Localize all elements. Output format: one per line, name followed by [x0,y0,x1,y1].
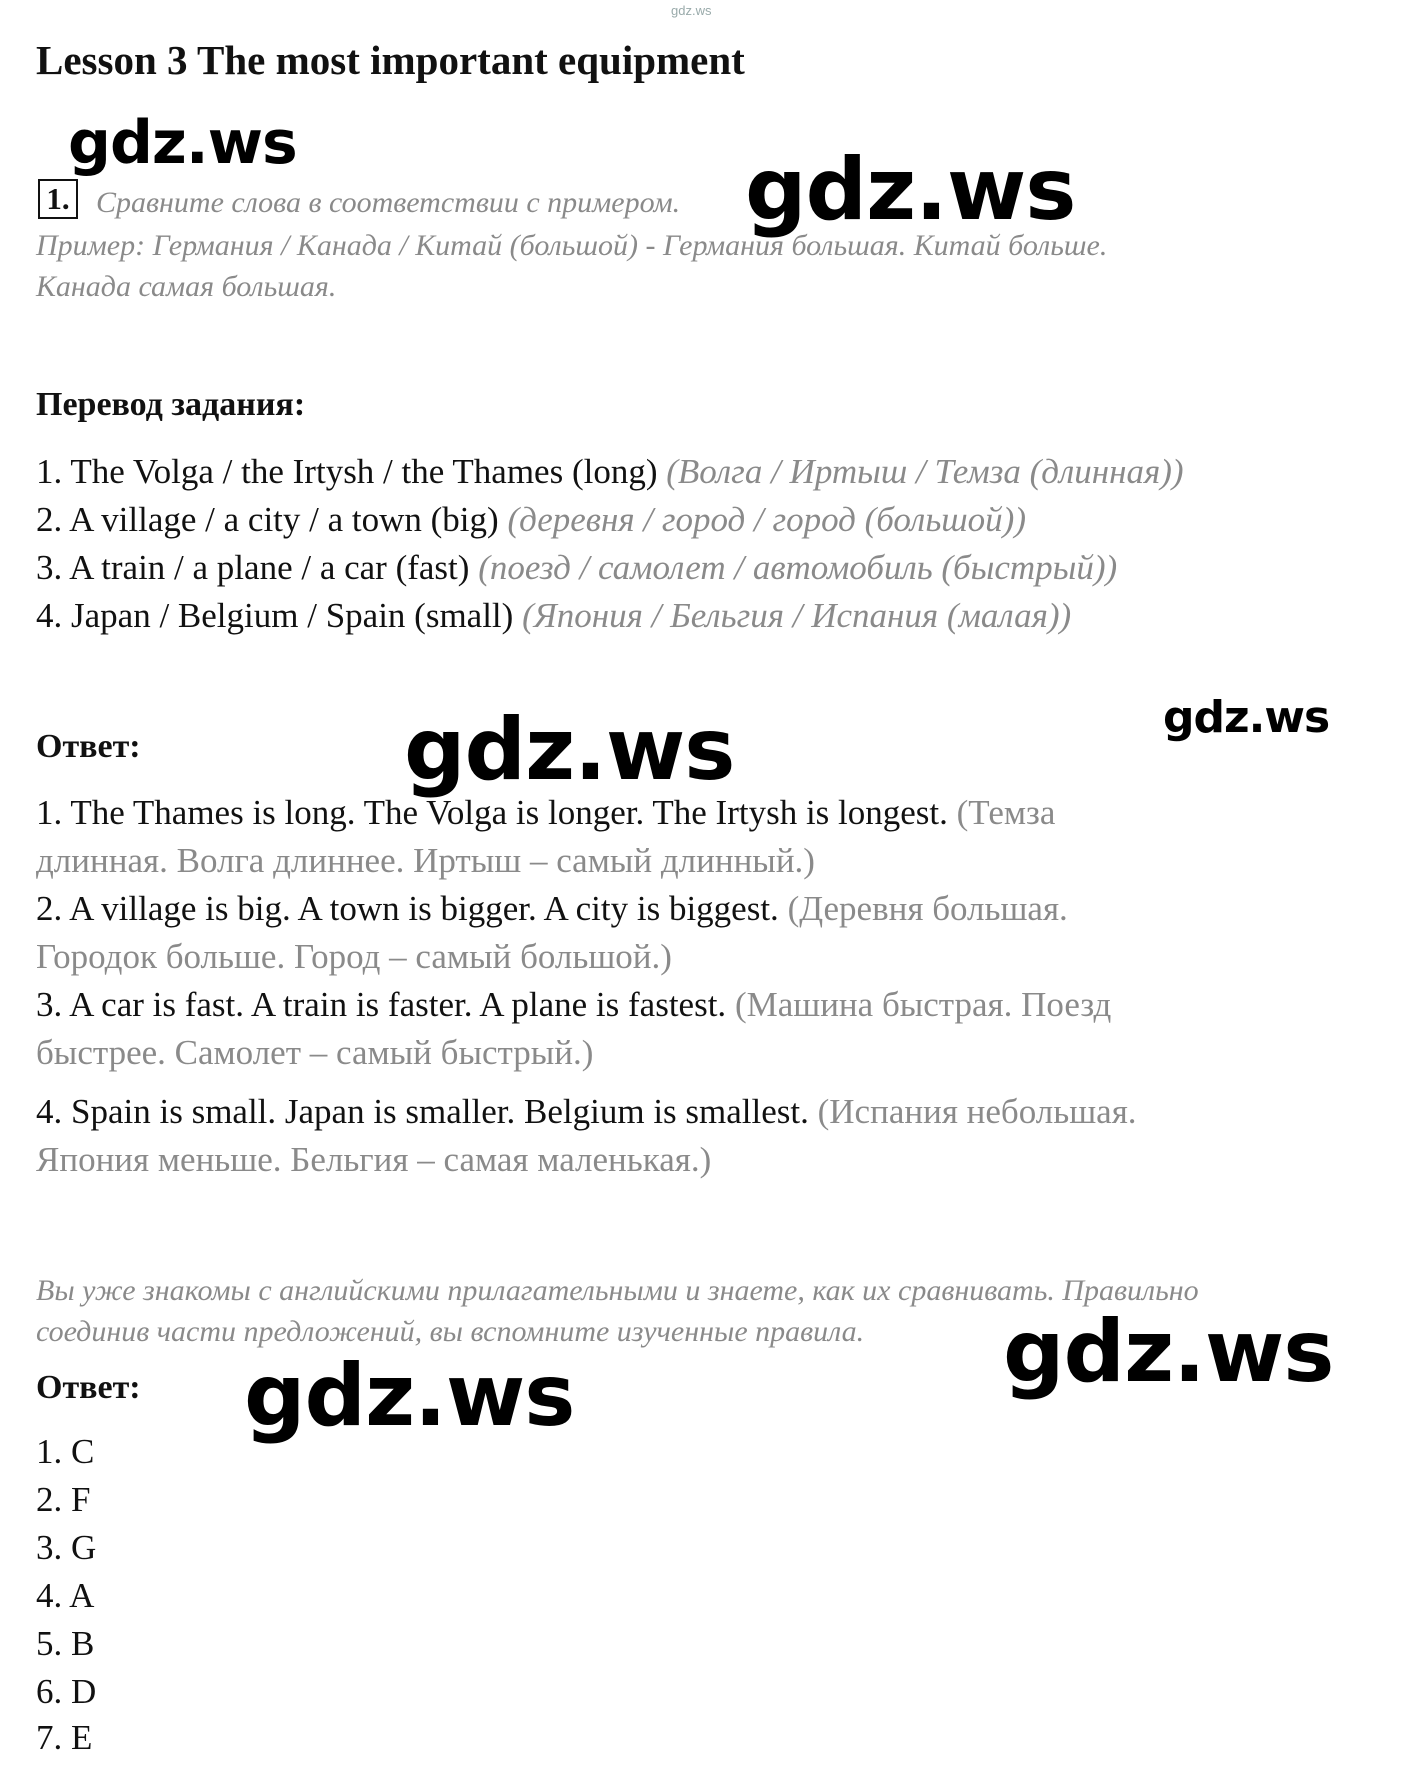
example-line: Канада самая большая. [36,270,337,303]
answer-heading: Ответ: [36,1369,141,1406]
task-heading: Перевод задания: [36,386,306,423]
example-line: Пример: Германия / Канада / Китай (большой) - Германия большая. Китай больше. [36,229,1108,262]
answer-letter: 2. F [36,1480,91,1519]
answer-letter: 3. G [36,1528,97,1567]
answer-item: 4. Spain is small. Japan is smaller. Belgium is smallest. (Испания небольшая. [36,1092,1137,1131]
answer-letter: 4. A [36,1576,95,1615]
page-title: Lesson 3 The most important equipment [36,37,745,83]
task-item: 2. A village / a city / a town (big) (деревня / город / город (большой)) [36,500,1026,539]
answer-translation: Япония меньше. Бельгия – самая маленькая.) [36,1140,712,1179]
task-item: 4. Japan / Belgium / Spain (small) (Япония / Бельгия / Испания (малая)) [36,596,1072,635]
top-watermark: gdz.ws [671,3,712,18]
answer-heading: Ответ: [36,728,141,765]
answer-item: 1. The Thames is long. The Volga is longer. The Irtysh is longest. (Темза [36,793,1056,832]
exercise-number: 1. [38,179,78,219]
task-item: 1. The Volga / the Irtysh / the Thames (long) (Волга / Иртыш / Темза (длинная)) [36,452,1184,491]
watermark: gdz.ws [1163,692,1330,743]
answer-letter: 5. B [36,1624,95,1663]
answer-translation: Городок больше. Город – самый большой.) [36,937,672,976]
intro-text: соединив части предложений, вы вспомните изученные правила. [36,1315,865,1348]
task-item: 3. A train / a plane / a car (fast) (поезд / самолет / автомобиль (быстрый)) [36,548,1118,587]
exercise-instruction: Сравните слова в соответствии с примером. [96,186,681,219]
watermark: gdz.ws [404,700,735,800]
answer-translation: длинная. Волга длиннее. Иртыш – самый длинный.) [36,841,815,880]
watermark: gdz.ws [244,1346,575,1446]
answer-translation: быстрее. Самолет – самый быстрый.) [36,1033,594,1072]
answer-letter: 6. D [36,1672,97,1711]
watermark: gdz.ws [68,108,297,178]
intro-text: Вы уже знакомы с английскими прилагательными и знаете, как их сравнивать. Правильно [36,1274,1199,1307]
answer-item: 3. A car is fast. A train is faster. A plane is fastest. (Машина быстрая. Поезд [36,985,1112,1024]
answer-item: 2. A village is big. A town is bigger. A city is biggest. (Деревня большая. [36,889,1068,928]
watermark: gdz.ws [745,140,1076,240]
answer-letter: 1. C [36,1432,95,1471]
answer-letter: 7. E [36,1718,93,1757]
watermark: gdz.ws [1003,1302,1334,1402]
